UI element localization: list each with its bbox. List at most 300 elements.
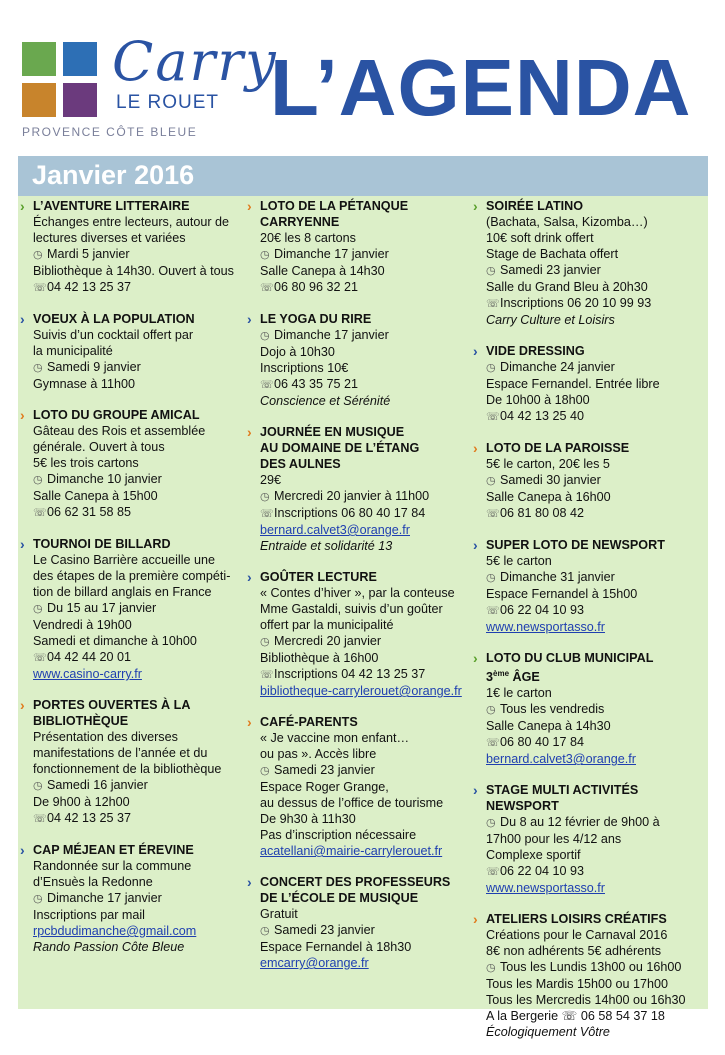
clock-icon: ◷ xyxy=(33,474,43,486)
event-text: Inscriptions 04 42 13 25 37 xyxy=(274,667,426,681)
event-text: Salle du Grand Bleu à 20h30 xyxy=(486,280,648,294)
event-text: Rando Passion Côte Bleue xyxy=(33,940,185,954)
event-link[interactable] xyxy=(260,683,474,699)
event-title: LOTO DU CLUB MUNICIPAL xyxy=(486,651,654,665)
clock-icon: ◷ xyxy=(260,925,270,937)
event-text: Gâteau des Rois et assemblée xyxy=(33,424,206,438)
event-text: Dimanche 10 janvier xyxy=(47,472,162,486)
event-detail xyxy=(33,359,247,376)
event-text: Mercredi 20 janvier xyxy=(274,634,382,648)
clock-icon: ◷ xyxy=(486,475,496,487)
event-text[interactable]: bibliotheque-carrylerouet@orange.fr xyxy=(260,684,462,698)
event-text: Mme Gastaldi, suivis d’un goûter xyxy=(260,602,443,616)
event-detail xyxy=(486,1008,708,1024)
event-text: 06 22 04 10 93 xyxy=(500,603,585,617)
event-detail xyxy=(486,472,708,489)
chevron-right-icon: › xyxy=(247,714,252,730)
clock-icon: ◷ xyxy=(260,491,270,503)
event-detail xyxy=(260,505,474,522)
clock-icon: ◷ xyxy=(33,780,43,792)
chevron-right-icon: › xyxy=(20,311,25,327)
event-detail xyxy=(33,858,247,874)
event-text: Bibliothèque à 16h00 xyxy=(260,651,379,665)
chevron-right-icon: › xyxy=(473,198,478,214)
event-text: Dimanche 17 janvier xyxy=(47,891,162,905)
chevron-right-icon: › xyxy=(20,198,25,214)
event-title: VIDE DRESSING xyxy=(486,344,585,358)
event-detail xyxy=(260,811,474,827)
event-detail xyxy=(486,976,708,992)
event-detail xyxy=(486,586,708,602)
event-text: Mercredi 20 janvier à 11h00 xyxy=(274,489,430,503)
event-detail xyxy=(260,376,474,393)
event-detail xyxy=(33,729,247,745)
event-detail xyxy=(33,504,247,521)
event-text: Gymnase à 11h00 xyxy=(33,377,135,391)
event-title: LE YOGA DU RIRE xyxy=(260,312,372,326)
event-detail xyxy=(33,907,247,923)
chevron-right-icon: › xyxy=(247,198,252,214)
event-detail xyxy=(486,505,708,522)
event-text: Gratuit xyxy=(260,907,298,921)
phone-icon: ☏ xyxy=(33,282,47,294)
event-detail xyxy=(486,814,708,831)
event-link[interactable] xyxy=(486,751,708,767)
event-title: LOTO DE LA PÉTANQUE xyxy=(260,199,409,213)
event-text: Tous les Mercredis 14h00 ou 16h30 xyxy=(486,993,686,1008)
event-text: Du 8 au 12 février de 9h00 à xyxy=(500,815,660,830)
event-detail xyxy=(260,906,474,922)
event-detail xyxy=(486,847,708,863)
event-text: De 10h00 à 18h00 xyxy=(486,393,590,407)
event-text: Bibliothèque à 14h30. Ouvert à tous xyxy=(33,264,234,278)
event-text: 06 80 40 17 84 xyxy=(500,735,585,750)
event-detail xyxy=(33,455,247,471)
event-detail xyxy=(486,602,708,619)
chevron-right-icon: › xyxy=(20,697,25,713)
agenda-column-2 xyxy=(246,198,474,986)
event-text: Mardi 5 janvier xyxy=(47,247,130,261)
event-text: 04 42 13 25 37 xyxy=(47,280,132,294)
event-text[interactable]: emcarry@orange.fr xyxy=(260,956,369,970)
event-detail xyxy=(260,601,474,617)
event-text: Espace Fernandel à 15h00 xyxy=(486,587,638,601)
event-detail xyxy=(33,745,247,761)
chevron-right-icon: › xyxy=(473,782,478,799)
event-text: Dojo à 10h30 xyxy=(260,345,335,359)
event-title: JOURNÉE EN MUSIQUE xyxy=(260,425,405,439)
event-text: d’Ensuès la Redonne xyxy=(33,875,153,889)
clock-icon: ◷ xyxy=(486,704,496,717)
event-detail xyxy=(33,777,247,794)
event-detail xyxy=(33,600,247,617)
event-text: De 9h30 à 11h30 xyxy=(260,812,356,826)
event-item xyxy=(19,842,247,955)
event-detail xyxy=(33,794,247,810)
event-text: 1€ le carton xyxy=(486,686,552,701)
event-text: Espace Roger Grange, xyxy=(260,780,389,794)
event-detail xyxy=(486,718,708,734)
event-item xyxy=(246,569,474,699)
event-title: L’AVENTURE LITTERAIRE xyxy=(33,199,190,213)
event-detail xyxy=(33,568,247,584)
event-detail xyxy=(260,344,474,360)
event-text[interactable]: www.newsportasso.fr xyxy=(486,881,605,896)
event-title: STAGE MULTI ACTIVITÉS xyxy=(486,783,639,798)
logo-tree-icon xyxy=(22,42,56,76)
event-item xyxy=(472,537,708,635)
phone-icon: ☏ xyxy=(260,508,274,520)
event-title: TOURNOI DE BILLARD xyxy=(33,537,171,551)
event-text[interactable]: www.newsportasso.fr xyxy=(486,620,605,634)
event-detail xyxy=(33,488,247,504)
event-text: 5€ les trois cartons xyxy=(33,456,139,470)
event-text[interactable]: rpcbdudimanche@gmail.com xyxy=(33,924,197,938)
event-title: NEWSPORT xyxy=(486,799,559,814)
event-detail xyxy=(486,359,708,376)
event-text: Samedi 30 janvier xyxy=(500,473,601,487)
event-detail xyxy=(33,230,247,246)
event-detail xyxy=(486,959,708,976)
event-item xyxy=(472,343,708,425)
chevron-right-icon: › xyxy=(247,569,252,585)
event-title: BIBLIOTHÈQUE xyxy=(33,714,129,728)
phone-icon: ☏ xyxy=(33,652,47,664)
page-title: L’AGENDA xyxy=(270,43,692,132)
event-detail xyxy=(33,584,247,600)
event-detail xyxy=(486,927,708,943)
event-text: offert par la municipalité xyxy=(260,618,394,632)
event-text: des étapes de la première compéti- xyxy=(33,569,231,583)
event-text: 20€ les 8 cartons xyxy=(260,231,356,245)
event-text: manifestations de l’année et du xyxy=(33,746,208,760)
event-organizer xyxy=(260,393,474,409)
clock-icon: ◷ xyxy=(486,817,496,830)
event-text: Carry Culture et Loisirs xyxy=(486,313,615,327)
event-detail xyxy=(486,279,708,295)
event-detail xyxy=(486,685,708,701)
event-text: Entraide et solidarité 13 xyxy=(260,539,393,553)
phone-icon: ☏ xyxy=(33,813,47,825)
event-title: SOIRÉE LATINO xyxy=(486,199,584,213)
event-title: 3ème ÂGE xyxy=(486,669,540,685)
event-text: Tous les Lundis 13h00 ou 16h00 xyxy=(500,960,682,975)
clock-icon: ◷ xyxy=(260,636,270,648)
logo-tagline: PROVENCE CÔTE BLEUE xyxy=(22,125,198,139)
event-text: Randonnée sur la commune xyxy=(33,859,192,873)
event-title: CAFÉ-PARENTS xyxy=(260,715,358,729)
event-detail xyxy=(486,863,708,880)
event-item xyxy=(246,874,474,971)
month-bar xyxy=(18,156,708,196)
event-text: Espace Fernandel. Entrée libre xyxy=(486,377,660,391)
clock-icon: ◷ xyxy=(33,249,43,261)
event-title: CAP MÉJEAN ET ÉREVINE xyxy=(33,843,194,857)
event-text: Salle Canepa à 15h00 xyxy=(33,489,158,503)
event-detail xyxy=(486,230,708,246)
event-title: CARRYENNE xyxy=(260,215,340,229)
event-text: Samedi 23 janvier xyxy=(274,923,375,937)
event-detail xyxy=(486,214,708,230)
event-text: Inscriptions par mail xyxy=(33,908,145,922)
event-item xyxy=(19,697,247,827)
event-text: A la Bergerie ☏ 06 58 54 37 18 xyxy=(486,1009,665,1024)
event-detail xyxy=(260,827,474,843)
phone-icon: ☏ xyxy=(486,605,500,617)
event-title: VOEUX À LA POPULATION xyxy=(33,312,195,326)
event-detail xyxy=(486,246,708,262)
event-detail xyxy=(486,992,708,1008)
event-detail xyxy=(486,701,708,718)
event-text[interactable]: bernard.calvet3@orange.fr xyxy=(486,752,636,767)
event-text[interactable]: www.casino-carry.fr xyxy=(33,667,142,681)
event-detail xyxy=(260,360,474,376)
event-text[interactable]: acatellani@mairie-carrylerouet.fr xyxy=(260,844,443,858)
event-item xyxy=(19,311,247,392)
event-detail xyxy=(260,730,474,746)
event-text: Dimanche 31 janvier xyxy=(500,570,615,584)
event-link[interactable] xyxy=(486,619,708,635)
event-detail xyxy=(260,633,474,650)
event-detail xyxy=(33,327,247,343)
event-detail xyxy=(486,553,708,569)
event-detail xyxy=(33,649,247,666)
event-detail xyxy=(486,295,708,312)
event-text: Présentation des diverses xyxy=(33,730,178,744)
event-text: 8€ non adhérents 5€ adhérents xyxy=(486,944,662,959)
event-detail xyxy=(486,569,708,586)
clock-icon: ◷ xyxy=(260,765,270,777)
logo-subtitle: LE ROUET xyxy=(116,92,220,113)
event-text: Pas d’inscription nécessaire xyxy=(260,828,417,842)
event-item xyxy=(19,198,247,296)
clock-icon: ◷ xyxy=(486,962,496,975)
event-detail xyxy=(260,488,474,505)
event-text: Inscriptions 10€ xyxy=(260,361,349,375)
event-detail xyxy=(33,617,247,633)
phone-icon: ☏ xyxy=(260,379,274,391)
event-text: Salle Canepa à 14h30 xyxy=(486,719,611,734)
event-text: Dimanche 17 janvier xyxy=(274,328,389,342)
event-detail xyxy=(260,746,474,762)
phone-icon: ☏ xyxy=(260,282,274,294)
event-text: Samedi 9 janvier xyxy=(47,360,141,374)
event-detail xyxy=(260,762,474,779)
agenda-column-1 xyxy=(19,198,247,970)
event-text: Samedi 16 janvier xyxy=(47,778,148,792)
event-title: LOTO DE LA PAROISSE xyxy=(486,441,630,455)
event-detail xyxy=(260,472,474,488)
chevron-right-icon: › xyxy=(473,650,478,666)
clock-icon: ◷ xyxy=(486,362,496,374)
event-organizer xyxy=(486,1024,708,1040)
event-text: 06 81 80 08 42 xyxy=(500,506,585,520)
event-text: 5€ le carton xyxy=(486,554,552,568)
event-detail xyxy=(260,230,474,246)
event-text: Tous les Mardis 15h00 ou 17h00 xyxy=(486,977,669,992)
phone-icon: ☏ xyxy=(260,669,274,681)
chevron-right-icon: › xyxy=(473,343,478,359)
event-detail xyxy=(33,439,247,455)
event-detail xyxy=(486,262,708,279)
chevron-right-icon: › xyxy=(247,311,252,327)
event-detail xyxy=(33,263,247,279)
event-title: DE L’ÉCOLE DE MUSIQUE xyxy=(260,891,419,905)
event-detail xyxy=(260,779,474,795)
event-text: De 9h00 à 12h00 xyxy=(33,795,130,809)
event-text: Dimanche 24 janvier xyxy=(500,360,615,374)
event-detail xyxy=(260,585,474,601)
event-item xyxy=(472,440,708,522)
event-detail xyxy=(33,246,247,263)
event-detail xyxy=(33,423,247,439)
phone-icon: ☏ xyxy=(486,737,500,750)
event-link[interactable] xyxy=(260,522,474,538)
event-item xyxy=(246,198,474,296)
event-detail xyxy=(33,890,247,907)
clock-icon: ◷ xyxy=(486,265,496,277)
event-text: Tous les vendredis xyxy=(500,702,605,717)
clock-icon: ◷ xyxy=(260,249,270,261)
phone-icon: ☏ xyxy=(486,411,500,423)
event-detail xyxy=(33,376,247,392)
event-detail xyxy=(260,246,474,263)
chevron-right-icon: › xyxy=(20,842,25,858)
event-text: Échanges entre lecteurs, autour de xyxy=(33,215,230,229)
event-link[interactable] xyxy=(33,923,247,939)
event-title: GOÛTER LECTURE xyxy=(260,570,377,584)
clock-icon: ◷ xyxy=(33,893,43,905)
event-link[interactable] xyxy=(260,843,474,859)
event-text: Espace Fernandel à 18h30 xyxy=(260,940,412,954)
event-detail xyxy=(260,922,474,939)
event-text: Salle Canepa à 14h30 xyxy=(260,264,385,278)
event-title: PORTES OUVERTES À LA xyxy=(33,698,191,712)
event-text: Créations pour le Carnaval 2016 xyxy=(486,928,668,943)
logo-town-name: Carry xyxy=(112,30,278,93)
event-item xyxy=(19,407,247,521)
event-text: Samedi 23 janvier xyxy=(500,263,601,277)
event-detail xyxy=(260,327,474,344)
phone-icon: ☏ xyxy=(486,866,500,879)
event-detail xyxy=(260,263,474,279)
event-title: DES AULNES xyxy=(260,457,341,471)
event-detail xyxy=(260,650,474,666)
event-detail xyxy=(486,831,708,847)
event-text: 17h00 pour les 4/12 ans xyxy=(486,832,622,847)
event-detail xyxy=(486,489,708,505)
event-text: Inscriptions 06 20 10 99 93 xyxy=(500,296,652,310)
event-item xyxy=(19,536,247,682)
event-organizer xyxy=(260,538,474,554)
event-text: Suivis d’un cocktail offert par xyxy=(33,328,194,342)
event-detail xyxy=(33,761,247,777)
phone-icon: ☏ xyxy=(33,507,47,519)
clock-icon: ◷ xyxy=(486,572,496,584)
event-text: générale. Ouvert à tous xyxy=(33,440,165,454)
event-link[interactable] xyxy=(260,955,474,971)
agenda-column-3 xyxy=(472,198,708,1055)
event-text: Conscience et Sérénité xyxy=(260,394,391,408)
event-detail xyxy=(486,456,708,472)
page-header xyxy=(0,0,725,152)
event-detail xyxy=(486,408,708,425)
chevron-right-icon: › xyxy=(247,424,252,440)
event-detail xyxy=(260,939,474,955)
event-item xyxy=(246,424,474,554)
phone-icon: ☏ xyxy=(486,298,500,310)
clock-icon: ◷ xyxy=(260,330,270,342)
phone-icon: ☏ xyxy=(486,508,500,520)
event-detail xyxy=(33,471,247,488)
event-item xyxy=(246,714,474,859)
event-text: 04 42 44 20 01 xyxy=(47,650,132,664)
event-detail xyxy=(33,343,247,359)
event-text: ou pas ». Accès libre xyxy=(260,747,377,761)
event-organizer xyxy=(486,312,708,328)
event-text: 10€ soft drink offert xyxy=(486,231,594,245)
event-text: 04 42 13 25 37 xyxy=(47,811,132,825)
agenda-panel xyxy=(18,156,708,1040)
logo-urchin-icon xyxy=(63,83,97,117)
clock-icon: ◷ xyxy=(33,603,43,615)
event-text: 06 22 04 10 93 xyxy=(500,864,585,879)
event-detail xyxy=(486,392,708,408)
event-detail xyxy=(486,943,708,959)
event-text: « Contes d’hiver », par la conteuse xyxy=(260,586,455,600)
event-title: LOTO DU GROUPE AMICAL xyxy=(33,408,200,422)
event-text: 06 43 35 75 21 xyxy=(274,377,359,391)
event-text: la municipalité xyxy=(33,344,113,358)
logo-waves-icon xyxy=(63,42,97,76)
chevron-right-icon: › xyxy=(20,536,25,552)
event-detail xyxy=(33,810,247,827)
event-text: Samedi et dimanche à 10h00 xyxy=(33,634,197,648)
event-text: Vendredi à 19h00 xyxy=(33,618,132,632)
event-detail xyxy=(486,734,708,751)
event-text: Écologiquement Vôtre xyxy=(486,1025,610,1040)
event-title: CONCERT DES PROFESSEURS xyxy=(260,875,451,889)
chevron-right-icon: › xyxy=(473,440,478,456)
event-text: Inscriptions 06 80 40 17 84 xyxy=(274,506,426,520)
event-detail xyxy=(33,214,247,230)
event-title: SUPER LOTO DE NEWSPORT xyxy=(486,538,665,552)
event-item xyxy=(472,911,708,1040)
event-text: 5€ le carton, 20€ les 5 xyxy=(486,457,610,471)
logo-lighthouse-icon xyxy=(22,83,56,117)
event-title: AU DOMAINE DE L’ÉTANG xyxy=(260,441,420,455)
event-item xyxy=(246,311,474,409)
event-link[interactable] xyxy=(33,666,247,682)
event-text: Salle Canepa à 16h00 xyxy=(486,490,611,504)
event-text: « Je vaccine mon enfant… xyxy=(260,731,410,745)
event-text: lectures diverses et variées xyxy=(33,231,186,245)
chevron-right-icon: › xyxy=(473,537,478,553)
event-detail xyxy=(33,874,247,890)
event-text[interactable]: bernard.calvet3@orange.fr xyxy=(260,523,410,537)
event-detail xyxy=(260,795,474,811)
event-item xyxy=(472,650,708,767)
event-item xyxy=(472,782,708,896)
event-detail xyxy=(260,617,474,633)
event-detail xyxy=(33,633,247,649)
event-text: 29€ xyxy=(260,473,282,487)
event-detail xyxy=(260,666,474,683)
chevron-right-icon: › xyxy=(473,911,478,928)
event-text: (Bachata, Salsa, Kizomba…) xyxy=(486,215,648,229)
event-text: Stage de Bachata offert xyxy=(486,247,619,261)
event-link[interactable] xyxy=(486,880,708,896)
